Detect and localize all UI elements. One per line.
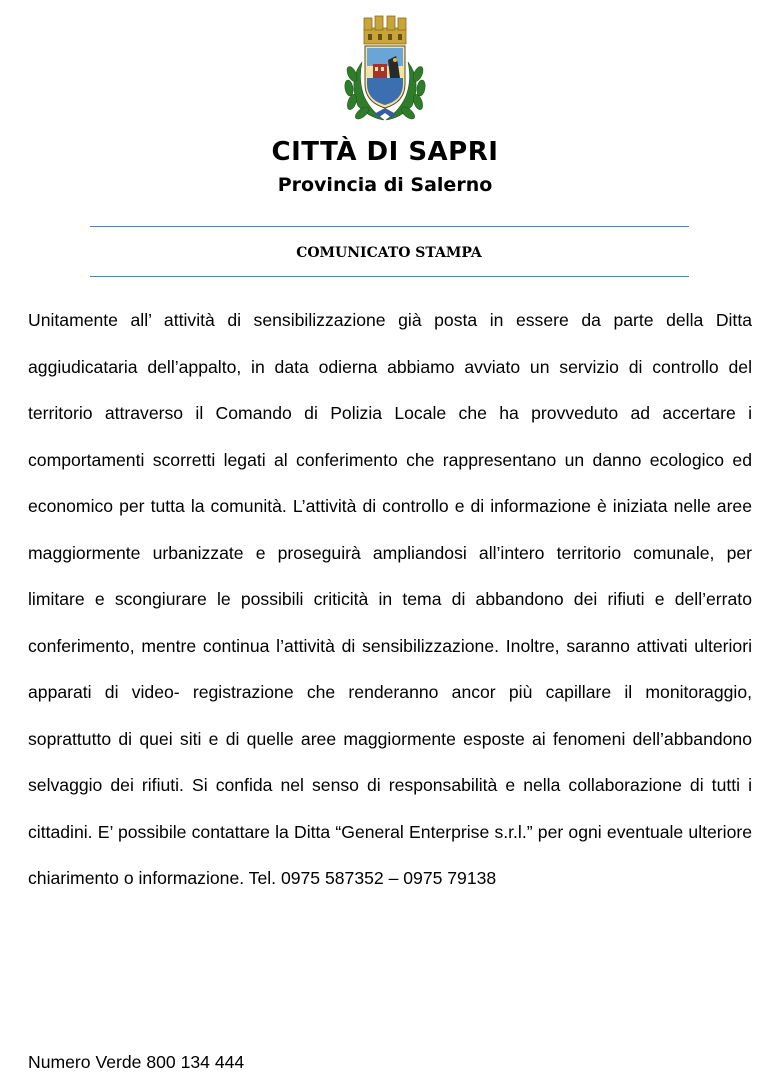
sapri-coat-of-arms-icon [340, 14, 430, 126]
city-name-heading: CITTÀ DI SAPRI [271, 137, 499, 167]
header-divider-bottom [90, 276, 689, 277]
toll-free-number: Numero Verde 800 134 444 [28, 1052, 245, 1072]
press-release-body: Unitamente all’ attività di sensibilizzazione già posta in essere da parte della Ditta aggiudicataria dell’appalto, in data odierna abbiamo avviato un servizio di controllo del territorio attraverso il Comando di Polizia Locale che ha provveduto ad accertare i comportamenti scorretti legati al conferimento che rappresentano un danno ecologico ed economico per tutta la comunità. L’attività di controllo e di informazione è iniziata nelle aree maggiormente urbanizzate e proseguirà ampliandosi all’intero territorio comunale, per limitare e scongiurare le possibili criticità in tema di abbandono dei rifiuti e dell’errato conferimento, mentre continua l’attività di sensibilizzazione. Inoltre, saranno attivati ulteriori apparati di video- registrazione che renderanno ancor più capillare il monitoraggio, soprattutto di quei siti e di quelle aree maggiormente esposte ai fenomeni dell’abbandono selvaggio dei rifiuti. Si confida nel senso di responsabilità e nella collaborazione di tutti i cittadini. E’ possibile contattare la Ditta “General Enterprise s.r.l.” per ogni eventuale ulteriore chiarimento o informazione. Tel. 0975 587352 – 0975 79138 [28, 310, 752, 888]
province-subheading: Provincia di Salerno [277, 174, 493, 196]
press-release-heading: COMUNICATO STAMPA [296, 245, 482, 261]
header-divider-top [90, 226, 689, 227]
